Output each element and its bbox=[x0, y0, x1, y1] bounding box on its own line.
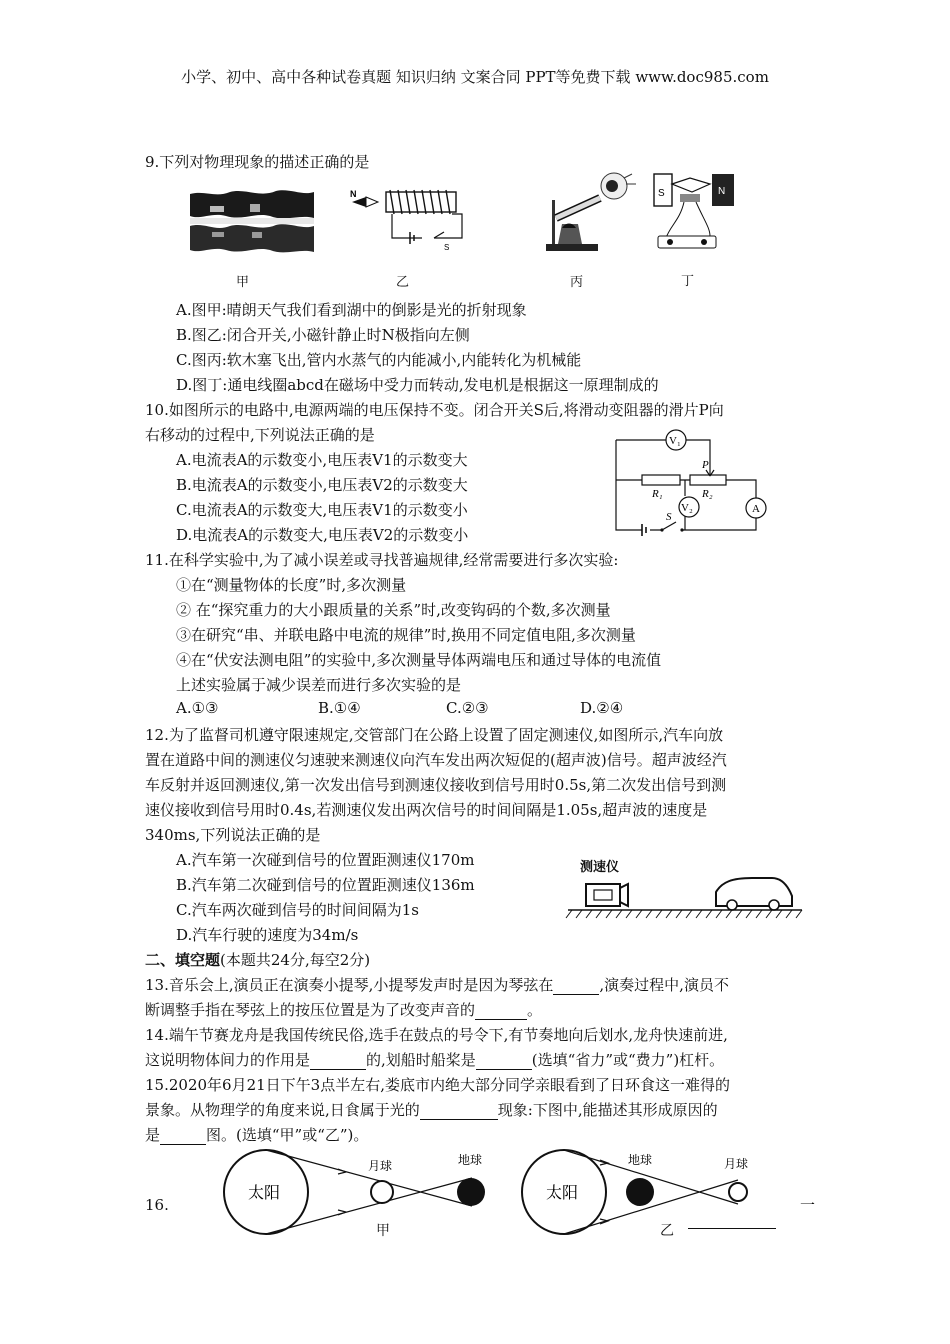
q9-stem: 9.下列对物理现象的描述正确的是 bbox=[145, 153, 370, 171]
q10-label-a: A bbox=[752, 503, 760, 515]
q12-speed-camera-diagram bbox=[566, 874, 802, 926]
q15-text-3a: 是 bbox=[145, 1126, 161, 1144]
eclipse-moon-label-jia: 月球 bbox=[368, 1159, 393, 1173]
q12-option-c: C.汽车两次碰到信号的时间间隔为1s bbox=[176, 901, 419, 919]
q11-ask: 上述实验属于减少误差而进行多次实验的是 bbox=[176, 676, 462, 694]
q9-option-c: C.图丙:软木塞飞出,管内水蒸气的内能减小,内能转化为机械能 bbox=[176, 351, 582, 369]
q14-blank-1[interactable] bbox=[310, 1051, 366, 1070]
q9-option-a: A.图甲:晴朗天气我们看到湖中的倒影是光的折射现象 bbox=[176, 301, 527, 319]
q14-blank-2[interactable] bbox=[476, 1051, 532, 1070]
q10-option-d: D.电流表A的示数变大,电压表V2的示数变小 bbox=[176, 526, 469, 544]
q11-item-4: ④在“伏安法测电阻”的实验中,多次测量导体两端电压和通过导体的电流值 bbox=[176, 651, 662, 669]
q16-number: 16. bbox=[145, 1196, 169, 1214]
q10-label-v2: V₂ bbox=[681, 502, 693, 514]
q9-option-b: B.图乙:闭合开关,小磁针静止时N极指向左侧 bbox=[176, 326, 470, 344]
q14-text-2c: (选填“省力”或“费力”)杠杆。 bbox=[531, 1051, 725, 1069]
q12-line-4: 速仪接收到信号用时0.4s,若测速仪发出两次信号的时间间隔是1.05s,超声波的速度是 bbox=[145, 801, 708, 819]
q10-option-c: C.电流表A的示数变大,电压表V1的示数变小 bbox=[176, 501, 468, 519]
q9-caption-yi: 乙 bbox=[396, 275, 410, 290]
q10-label-p: P bbox=[702, 459, 709, 471]
q10-label-r1: R₁ bbox=[652, 488, 663, 500]
q9-caption-jia: 甲 bbox=[236, 275, 250, 290]
q15-eclipse-diagrams bbox=[222, 1150, 782, 1250]
q13-text-1a: 13.音乐会上,演员正在演奏小提琴,小提琴发声时是因为琴弦在 bbox=[145, 976, 554, 994]
q14-text-2b: 的,划船时船桨是 bbox=[366, 1051, 476, 1069]
q10-option-a: A.电流表A的示数变小,电压表V1的示数变大 bbox=[176, 451, 468, 469]
svg-text:N: N bbox=[350, 189, 357, 199]
q11-option-a: A.①③ bbox=[176, 699, 219, 717]
q10-label-v1: V₁ bbox=[669, 435, 681, 447]
eclipse-earth-label-yi: 地球 bbox=[628, 1153, 653, 1167]
q10-stem-line2: 右移动的过程中,下列说法正确的是 bbox=[145, 426, 375, 444]
q15-line-2 bbox=[145, 1099, 718, 1120]
q13-text-2a: 断调整手指在琴弦上的按压位置是为了改变声音的 bbox=[145, 1001, 476, 1019]
q14-line-1: 14.端午节赛龙舟是我国传统民俗,选手在鼓点的号令下,有节奏地向后划水,龙舟快速前进, bbox=[145, 1026, 728, 1044]
svg-text:S: S bbox=[444, 243, 450, 252]
q9-option-d: D.图丁:通电线圈abcd在磁场中受力而转动,发电机是根据这一原理制成的 bbox=[176, 376, 659, 394]
q9-caption-bing: 丙 bbox=[570, 275, 584, 290]
q11-item-3: ③在研究“串、并联电路中电流的规律”时,换用不同定值电阻,多次测量 bbox=[176, 626, 636, 644]
q12-line-5: 340ms,下列说法正确的是 bbox=[145, 826, 321, 844]
q11-option-b: B.①④ bbox=[318, 699, 361, 717]
q13-blank-2[interactable] bbox=[475, 1001, 527, 1020]
q10-circuit-diagram bbox=[606, 430, 782, 536]
q16-blank[interactable] bbox=[688, 1228, 776, 1229]
eclipse-caption-yi: 乙 bbox=[660, 1223, 674, 1239]
q12-line-1: 12.为了监督司机遵守限速规定,交管部门在公路上设置了固定测速仪,如图所示,汽车向放 bbox=[145, 726, 724, 744]
q9-figure-ding bbox=[650, 170, 740, 254]
q14-text-2a: 这说明物体间力的作用是 bbox=[145, 1051, 311, 1069]
q15-line-1: 15.2020年6月21日下午3点半左右,娄底市内绝大部分同学亲眼看到了日环食这一难得的 bbox=[145, 1076, 730, 1094]
q13-blank-1[interactable] bbox=[553, 976, 599, 995]
section-2-note: (本题共24分,每空2分) bbox=[220, 951, 371, 969]
q11-item-1: ①在“测量物体的长度”时,多次测量 bbox=[176, 576, 407, 594]
q9-caption-ding: 丁 bbox=[681, 274, 695, 289]
q10-label-r2: R₂ bbox=[702, 488, 713, 500]
q15-blank-1[interactable] bbox=[420, 1101, 498, 1120]
eclipse-sun-label-yi: 太阳 bbox=[546, 1185, 579, 1202]
q10-option-b: B.电流表A的示数变小,电压表V2的示数变大 bbox=[176, 476, 468, 494]
q16-tail: 一 bbox=[800, 1196, 816, 1214]
eclipse-moon-label-yi: 月球 bbox=[724, 1157, 749, 1171]
q11-option-c: C.②③ bbox=[446, 699, 489, 717]
q9-figure-yi bbox=[348, 186, 478, 252]
q10-label-s: S bbox=[666, 511, 672, 523]
q10-stem-line1: 10.如图所示的电路中,电源两端的电压保持不变。闭合开关S后,将滑动变阻器的滑片P向 bbox=[145, 401, 724, 419]
q12-line-3: 车反射并返回测速仪,第一次发出信号到测速仪接收到信号用时0.5s,第二次发出信号到测 bbox=[145, 776, 727, 794]
q12-option-a: A.汽车第一次碰到信号的位置距测速仪170m bbox=[176, 851, 475, 869]
section-2-heading bbox=[145, 949, 370, 970]
eclipse-sun-label-jia: 太阳 bbox=[248, 1185, 281, 1202]
q15-text-3b: 图。(选填“甲”或“乙”)。 bbox=[206, 1126, 369, 1144]
q15-blank-2[interactable] bbox=[160, 1126, 206, 1145]
q13-line-1 bbox=[145, 974, 729, 995]
q13-text-1b: ,演奏过程中,演员不 bbox=[599, 976, 729, 994]
eclipse-caption-jia: 甲 bbox=[376, 1223, 390, 1239]
q12-option-d: D.汽车行驶的速度为34m/s bbox=[176, 926, 359, 944]
q14-line-2 bbox=[145, 1049, 724, 1070]
section-2-title: 二、填空题 bbox=[145, 951, 221, 969]
q11-option-d: D.②④ bbox=[580, 699, 624, 717]
q15-line-3 bbox=[145, 1124, 368, 1145]
q9-figure-jia bbox=[190, 188, 314, 256]
q13-line-2 bbox=[145, 999, 542, 1020]
q15-text-2a: 景象。从物理学的角度来说,日食属于光的 bbox=[145, 1101, 420, 1119]
svg-text:N: N bbox=[718, 186, 726, 197]
page-header: 小学、初中、高中各种试卷真题 知识归纳 文案合同 PPT等免费下载 www.doc985.com bbox=[181, 68, 769, 86]
q12-line-2: 置在道路中间的测速仪匀速驶来测速仪向汽车发出两次短促的(超声波)信号。超声波经汽 bbox=[145, 751, 727, 769]
q11-item-2: ② 在“探究重力的大小跟质量的关系”时,改变钩码的个数,多次测量 bbox=[176, 601, 611, 619]
q15-text-2b: 现象:下图中,能描述其形成原因的 bbox=[497, 1101, 718, 1119]
q9-figure-bing bbox=[538, 170, 638, 254]
q13-text-2b: 。 bbox=[527, 1001, 543, 1019]
svg-text:S: S bbox=[658, 188, 665, 199]
q11-stem: 11.在科学实验中,为了减小误差或寻找普遍规律,经常需要进行多次实验: bbox=[145, 551, 619, 569]
q12-option-b: B.汽车第二次碰到信号的位置距测速仪136m bbox=[176, 876, 475, 894]
q12-figure-label: 测速仪 bbox=[580, 860, 620, 875]
eclipse-earth-label-jia: 地球 bbox=[458, 1153, 483, 1167]
